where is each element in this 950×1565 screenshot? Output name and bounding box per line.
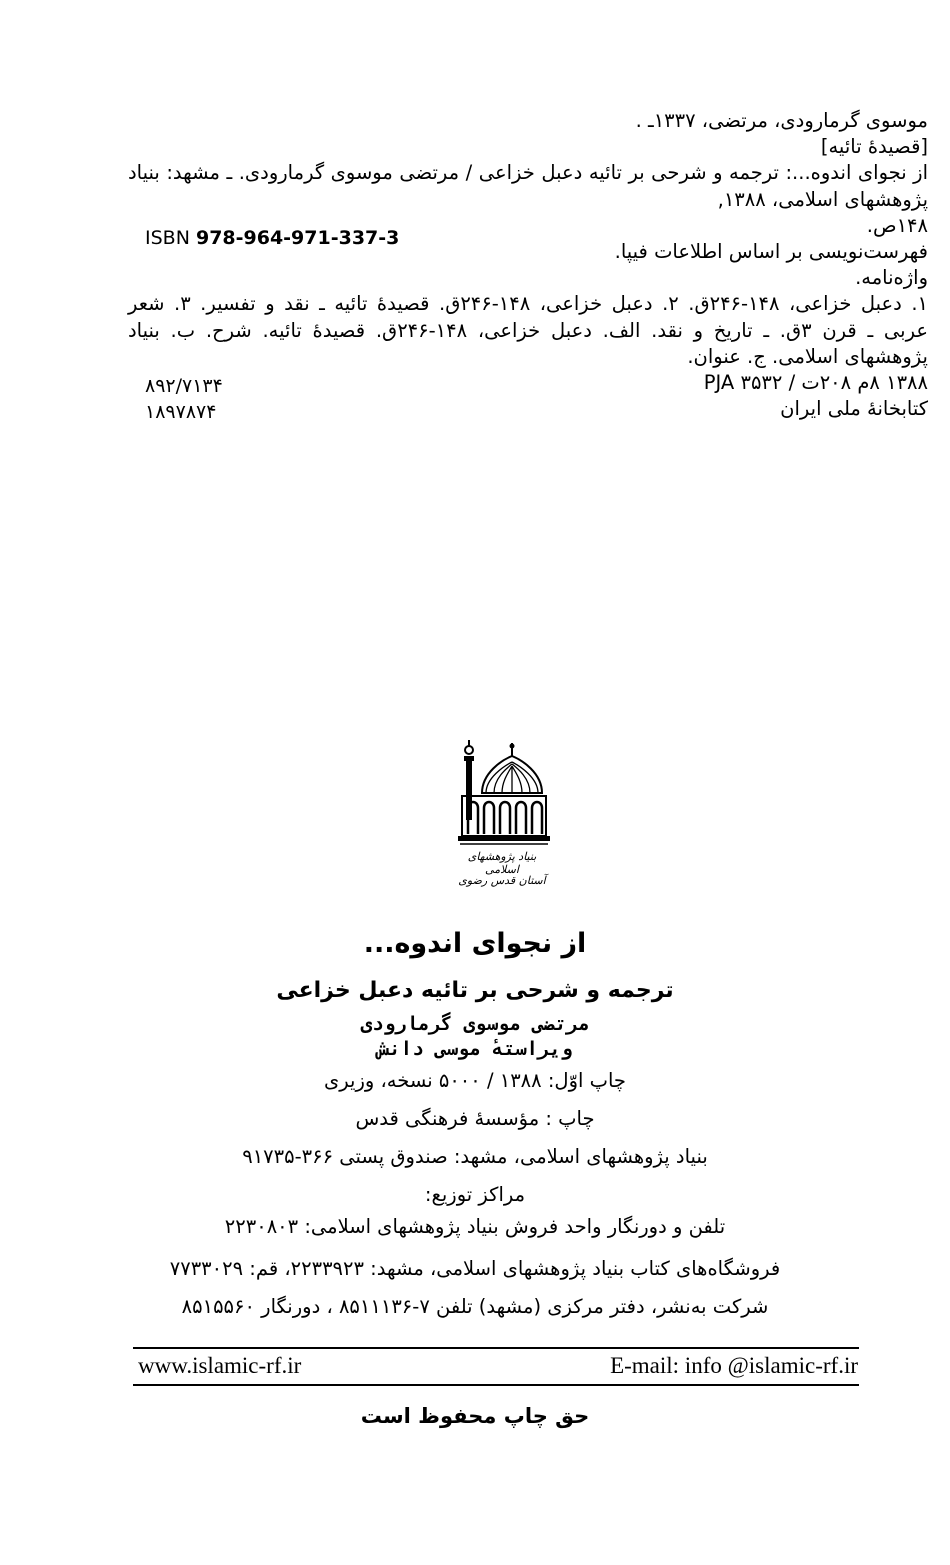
book-editor: ویراستهٔ موسی دانش bbox=[377, 1038, 573, 1060]
cip-author-line: موسوی گرمارودی، مرتضی، ۱۳۳۷ـ . bbox=[635, 109, 928, 132]
cip-subjects-line-3: پژوهشهای اسلامی. ج. عنوان. bbox=[687, 344, 928, 368]
cip-fipa-note: فهرست‌نویسی بر اساس اطلاعات فیپا. bbox=[614, 239, 928, 263]
website-link[interactable]: www.islamic-rf.ir bbox=[138, 1353, 302, 1378]
footer-rule-bottom bbox=[133, 1384, 859, 1386]
footer-rule-top bbox=[133, 1347, 859, 1349]
book-title: از نجوای اندوه... bbox=[363, 928, 587, 959]
cip-glossary-note: واژه‌نامه. bbox=[855, 266, 928, 290]
logo-text-1: بنیاد پژوهشهای اسلامی bbox=[467, 850, 537, 876]
isbn bbox=[145, 227, 399, 249]
cip-pages-line: ۱۴۸ص. bbox=[866, 213, 928, 237]
logo-text-2: آستان قدس رضوی bbox=[458, 874, 546, 887]
publisher-address: بنیاد پژوهشهای اسلامی، مشهد: صندوق پستی ۳۶۶-۹۱۷۳۵ bbox=[242, 1145, 708, 1168]
cip-subjects-line-2: عربی ـ قرن ۳ق. ـ تاریخ و نقد. الف. دعبل خزاعی، ۱۴۸-۲۴۶ق. قصیدهٔ تائیه. شرح. ب. بنیاد bbox=[128, 318, 928, 342]
cip-title-line: از نجوای اندوه...: ترجمه و شرحی بر تائیه دعبل خزاعی / مرتضی موسوی گرمارودی. ـ مشهد: بنیاد bbox=[128, 161, 928, 185]
distribution-line-2: فروشگاه‌های کتاب بنیاد پژوهشهای اسلامی، مشهد: ۲۲۳۳۹۲۳، قم: ۷۷۳۳۰۲۹ bbox=[169, 1257, 781, 1280]
isbn-number: 978-964-971-337-3 bbox=[195, 227, 400, 249]
dewey-number: ۸۹۲/۷۱۳۴ bbox=[145, 375, 223, 397]
distribution-line-1: تلفن و دورنگار واحد فروش بنیاد پژوهشهای اسلامی: ۲۲۳۰۸۰۳ bbox=[224, 1215, 726, 1238]
cip-library-line: کتابخانهٔ ملی ایران bbox=[780, 397, 928, 421]
cip-block bbox=[128, 108, 928, 422]
national-bibliography-number: ۱۸۹۷۸۷۴ bbox=[145, 401, 217, 423]
book-subtitle: ترجمه و شرحی بر تائیه دعبل خزاعی bbox=[276, 978, 674, 1003]
cip-subjects-line-1: ۱. دعبل خزاعی، ۱۴۸-۲۴۶ق. ۲. دعبل خزاعی، ۱۴۸-۲۴۶ق. قصیدهٔ تائیه ـ نقد و تفسیر. ۳. شعر bbox=[128, 292, 929, 316]
cip-uniform-title: [قصیدهٔ تائیه] bbox=[820, 135, 928, 159]
cip-publisher-line: پژوهشهای اسلامی، ۱۳۸۸, bbox=[717, 187, 928, 211]
edition-info: چاپ اوّل: ۱۳۸۸ / ۵۰۰۰ نسخه، وزیری bbox=[324, 1069, 626, 1092]
publisher-logo bbox=[452, 738, 552, 898]
cip-classification-line: ۱۳۸۸ ۸م ۲۰۸ت / ۳۵۳۲ PJA bbox=[703, 370, 928, 394]
book-author: مرتضی موسوی گرمارودی bbox=[360, 1013, 590, 1035]
distribution-line-3: شرکت به‌نشر، دفتر مرکزی (مشهد) تلفن ۷-۸۵۱۱۱۳۶ ، دورنگار ۸۵۱۵۵۶۰ bbox=[181, 1295, 769, 1318]
printer-info: چاپ : مؤسسهٔ فرهنگی قدس bbox=[355, 1107, 595, 1130]
email-link[interactable]: E-mail: info @islamic-rf.ir bbox=[610, 1353, 858, 1378]
distribution-heading: مراکز توزیع: bbox=[424, 1183, 526, 1206]
isbn-label: ISBN bbox=[145, 227, 190, 249]
copyright-notice: حق چاپ محفوظ است bbox=[360, 1404, 590, 1428]
